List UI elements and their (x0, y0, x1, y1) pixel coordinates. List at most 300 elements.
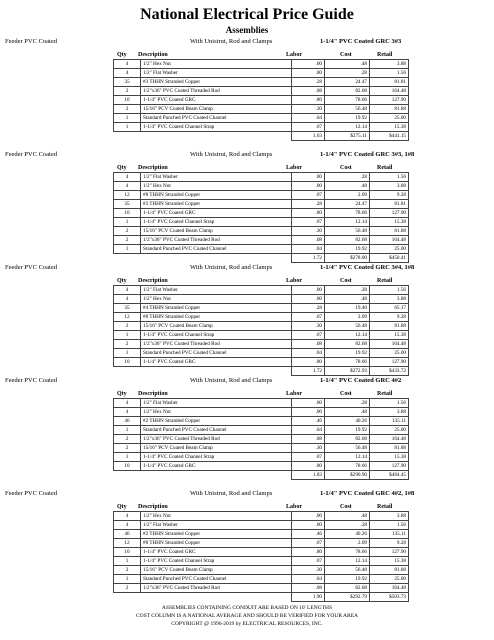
description-cell: 1-1/4" PVC Coated Channel Strap (141, 123, 292, 132)
retail-cell: 1.56 (370, 286, 409, 295)
table-row (114, 313, 409, 322)
qty-cell: 10 (114, 96, 141, 105)
assembly-sections (0, 37, 494, 602)
table-row (114, 200, 409, 209)
col-cost-header: Cost (340, 504, 352, 510)
assembly-section (0, 150, 494, 263)
assembly-method: With Unistrut, Rod and Clamps (190, 264, 273, 271)
qty-cell: 10 (114, 209, 141, 218)
cost-cell: .48 (325, 408, 370, 417)
qty-cell: 1 (114, 114, 141, 123)
table-row (114, 286, 409, 295)
retail-cell: 127.90 (370, 358, 409, 367)
table-row (114, 417, 409, 426)
cost-cell: .28 (325, 286, 370, 295)
labor-cell: .00 (292, 69, 325, 78)
table-row (114, 358, 409, 367)
description-cell: #3 THHN Stranded Copper (141, 78, 292, 87)
description-cell: 1-1/4" PVC Coated Channel Strap (141, 453, 292, 462)
labor-cell: .04 (292, 114, 325, 123)
retail-cell: 81.81 (370, 200, 409, 209)
description-cell: #4 THHN Stranded Copper (141, 304, 292, 313)
qty-cell: 2 (114, 435, 141, 444)
assembly-section (0, 37, 494, 150)
assembly-type: Feeder PVC Coated (5, 377, 57, 384)
labor-cell: .08 (292, 584, 325, 593)
labor-cell: .28 (292, 200, 325, 209)
total-labor-cell: 1.83 (292, 471, 325, 480)
labor-cell: .30 (292, 105, 325, 114)
footer-line-copyright: COPYRIGHT @ 1996-2019 by ELECTRICAL RESOURCES, INC. (171, 621, 323, 627)
total-labor-cell: 1.72 (292, 367, 325, 376)
labor-cell: .00 (292, 182, 325, 191)
table-row (114, 218, 409, 227)
assembly-header (0, 37, 494, 46)
table-row (114, 236, 409, 245)
qty-cell: 1 (114, 426, 141, 435)
total-retail-cell: $441.15 (370, 132, 409, 141)
table-row (114, 295, 409, 304)
qty-cell: 1 (114, 123, 141, 132)
table-row (114, 462, 409, 471)
cost-cell: 12.14 (325, 331, 370, 340)
description-cell: 15/16" PCV Coated Beam Clamp (141, 105, 292, 114)
qty-cell: 12 (114, 191, 141, 200)
total-labor-cell: 1.63 (292, 132, 325, 141)
col-description-header: Description (138, 52, 168, 58)
col-labor-header: Labor (286, 52, 303, 58)
col-cost-header: Cost (340, 278, 352, 284)
table-row (114, 408, 409, 417)
labor-cell: .07 (292, 218, 325, 227)
retail-cell: 9.28 (370, 539, 409, 548)
qty-cell: 2 (114, 227, 141, 236)
qty-cell: 2 (114, 105, 141, 114)
description-cell: 1-1/4" PVC Coated Channel Strap (141, 331, 292, 340)
description-cell: 1/2" Flat Washer (141, 173, 292, 182)
assembly-size: 1-1/4" PVC Coated GRC 4#2 (320, 377, 402, 384)
retail-cell: 164.48 (370, 87, 409, 96)
labor-cell: .08 (292, 236, 325, 245)
assembly-table (113, 398, 409, 480)
description-cell: 1-1/4" PVC Coated GRC (141, 96, 292, 105)
qty-cell: 2 (114, 87, 141, 96)
col-description-header: Description (138, 165, 168, 171)
qty-cell: 35 (114, 200, 141, 209)
total-row (114, 254, 409, 263)
assembly-type: Feeder PVC Coated (5, 151, 57, 158)
retail-cell: 127.90 (370, 96, 409, 105)
retail-cell: 81.88 (370, 227, 409, 236)
col-qty-header: Qty (117, 391, 127, 397)
description-cell: 1/2" Flat Washer (141, 286, 292, 295)
total-cost-cell: $292.79 (325, 593, 370, 602)
assembly-table (113, 511, 409, 602)
labor-cell: .30 (292, 566, 325, 575)
description-cell: 1/2"x36" PVC Coated Threaded Rod (141, 340, 292, 349)
labor-cell: .04 (292, 575, 325, 584)
qty-cell: 4 (114, 69, 141, 78)
assembly-header (0, 150, 494, 159)
assembly-type: Feeder PVC Coated (5, 490, 57, 497)
cost-cell: .28 (325, 521, 370, 530)
retail-cell: 15.38 (370, 123, 409, 132)
col-retail-header: Retail (377, 278, 393, 284)
cost-cell: 40.26 (325, 417, 370, 426)
cost-cell: .48 (325, 182, 370, 191)
retail-cell: 25.00 (370, 426, 409, 435)
qty-cell: 1 (114, 218, 141, 227)
labor-cell: .00 (292, 295, 325, 304)
description-cell: #8 THHN Stranded Copper (141, 313, 292, 322)
table-row (114, 245, 409, 254)
cost-cell: 78.66 (325, 96, 370, 105)
qty-cell: 46 (114, 530, 141, 539)
retail-cell: 135.11 (370, 530, 409, 539)
description-cell: 1/2"x36" PVC Coated Threaded Rod (141, 236, 292, 245)
col-cost-header: Cost (340, 165, 352, 171)
assembly-size: 1-1/4" PVC Coated GRC 4#2, 1#8 (320, 490, 415, 497)
total-row (114, 471, 409, 480)
cost-cell: 12.14 (325, 123, 370, 132)
table-row (114, 435, 409, 444)
description-cell: 1/2" Flat Washer (141, 69, 292, 78)
description-cell: 1-1/4" PVC Coated GRC (141, 462, 292, 471)
description-cell: 1/2" Flat Washer (141, 521, 292, 530)
qty-cell: 1 (114, 575, 141, 584)
cost-cell: 19.92 (325, 575, 370, 584)
retail-cell: 3.88 (370, 295, 409, 304)
labor-cell: .04 (292, 426, 325, 435)
cost-cell: 78.66 (325, 462, 370, 471)
table-row (114, 191, 409, 200)
cost-cell: 78.66 (325, 358, 370, 367)
table-row (114, 539, 409, 548)
cost-cell: 19.92 (325, 349, 370, 358)
table-row (114, 304, 409, 313)
retail-cell: 15.38 (370, 331, 409, 340)
labor-cell: .00 (292, 60, 325, 69)
qty-cell: 12 (114, 313, 141, 322)
cost-cell: 19.92 (325, 426, 370, 435)
retail-cell: 65.17 (370, 304, 409, 313)
description-cell: 1-1/4" PVC Coated GRC (141, 548, 292, 557)
table-row (114, 87, 409, 96)
retail-cell: 164.48 (370, 435, 409, 444)
table-row (114, 60, 409, 69)
col-description-header: Description (138, 391, 168, 397)
description-cell: #2 THHN Stranded Copper (141, 417, 292, 426)
col-retail-header: Retail (377, 52, 393, 58)
description-cell: 15/16" PCV Coated Beam Clamp (141, 566, 292, 575)
qty-cell: 10 (114, 462, 141, 471)
retail-cell: 127.90 (370, 548, 409, 557)
qty-cell: 12 (114, 539, 141, 548)
labor-cell: .07 (292, 313, 325, 322)
cost-cell: 24.47 (325, 200, 370, 209)
labor-cell: .80 (292, 358, 325, 367)
col-retail-header: Retail (377, 165, 393, 171)
retail-cell: 81.81 (370, 78, 409, 87)
retail-cell: 9.28 (370, 313, 409, 322)
retail-cell: 81.88 (370, 322, 409, 331)
table-row (114, 548, 409, 557)
cost-cell: 12.14 (325, 453, 370, 462)
retail-cell: 81.88 (370, 566, 409, 575)
qty-cell: 1 (114, 245, 141, 254)
table-row (114, 96, 409, 105)
total-spacer (141, 254, 292, 263)
cost-cell: 82.68 (325, 87, 370, 96)
retail-cell: 81.88 (370, 444, 409, 453)
description-cell: 15/16" PCV Coated Beam Clamp (141, 322, 292, 331)
total-row (114, 593, 409, 602)
table-row (114, 444, 409, 453)
total-spacer (114, 471, 141, 480)
table-row (114, 105, 409, 114)
col-description-header: Description (138, 278, 168, 284)
table-row (114, 123, 409, 132)
col-retail-header: Retail (377, 504, 393, 510)
table-row (114, 521, 409, 530)
qty-cell: 4 (114, 408, 141, 417)
retail-cell: 3.88 (370, 512, 409, 521)
cost-cell: 56.48 (325, 566, 370, 575)
total-spacer (141, 593, 292, 602)
col-qty-header: Qty (117, 278, 127, 284)
qty-cell: 4 (114, 521, 141, 530)
cost-cell: 56.48 (325, 444, 370, 453)
col-labor-header: Labor (286, 391, 303, 397)
qty-cell: 2 (114, 340, 141, 349)
assembly-type: Feeder PVC Coated (5, 264, 57, 271)
cost-cell: .48 (325, 60, 370, 69)
total-retail-cell: $503.73 (370, 593, 409, 602)
table-row (114, 399, 409, 408)
qty-cell: 10 (114, 548, 141, 557)
cost-cell: 82.68 (325, 584, 370, 593)
footer-notes (0, 604, 494, 628)
table-row (114, 340, 409, 349)
qty-cell: 4 (114, 295, 141, 304)
table-row (114, 322, 409, 331)
total-row (114, 367, 409, 376)
cost-cell: 78.66 (325, 548, 370, 557)
labor-cell: .07 (292, 123, 325, 132)
total-cost-cell: $275.11 (325, 132, 370, 141)
total-spacer (114, 593, 141, 602)
description-cell: 1-1/4" PVC Coated GRC (141, 358, 292, 367)
table-row (114, 426, 409, 435)
labor-cell: .00 (292, 399, 325, 408)
cost-cell: 12.14 (325, 557, 370, 566)
table-row (114, 331, 409, 340)
total-cost-cell: $290.90 (325, 471, 370, 480)
description-cell: #3 THHN Stranded Copper (141, 200, 292, 209)
retail-cell: 1.56 (370, 69, 409, 78)
retail-cell: 15.38 (370, 453, 409, 462)
retail-cell: 164.48 (370, 340, 409, 349)
retail-cell: 9.28 (370, 191, 409, 200)
labor-cell: .07 (292, 539, 325, 548)
table-row (114, 512, 409, 521)
footer-line-conduit: ASSEMBLIES CONTAINING CONDUIT ARE BASED ON 10' LENGTHS (161, 605, 333, 611)
labor-cell: .04 (292, 349, 325, 358)
table-row (114, 209, 409, 218)
cost-cell: 56.48 (325, 227, 370, 236)
page-subtitle: Assemblies (225, 25, 269, 35)
labor-cell: .07 (292, 453, 325, 462)
cost-cell: 56.48 (325, 105, 370, 114)
col-labor-header: Labor (286, 278, 303, 284)
retail-cell: 127.90 (370, 209, 409, 218)
total-spacer (114, 254, 141, 263)
total-spacer (141, 132, 292, 141)
qty-cell: 2 (114, 566, 141, 575)
qty-cell: 2 (114, 236, 141, 245)
qty-cell: 4 (114, 286, 141, 295)
labor-cell: .00 (292, 521, 325, 530)
retail-cell: 1.56 (370, 173, 409, 182)
assembly-table (113, 59, 409, 141)
retail-cell: 15.38 (370, 218, 409, 227)
col-labor-header: Labor (286, 165, 303, 171)
cost-cell: 19.92 (325, 245, 370, 254)
description-cell: Standard Punched PVC Coated Channel (141, 114, 292, 123)
table-row (114, 227, 409, 236)
assembly-size: 1-1/4" PVC Coated GRC 3#3, 1#8 (320, 151, 415, 158)
col-qty-header: Qty (117, 52, 127, 58)
col-description-header: Description (138, 504, 168, 510)
qty-cell: 2 (114, 444, 141, 453)
cost-cell: 82.68 (325, 435, 370, 444)
assembly-method: With Unistrut, Rod and Clamps (190, 490, 273, 497)
table-row (114, 566, 409, 575)
cost-cell: 2.09 (325, 313, 370, 322)
labor-cell: .30 (292, 322, 325, 331)
labor-cell: .00 (292, 512, 325, 521)
table-row (114, 173, 409, 182)
labor-cell: .28 (292, 78, 325, 87)
assembly-header (0, 263, 494, 272)
labor-cell: .08 (292, 340, 325, 349)
total-retail-cell: $450.41 (370, 254, 409, 263)
assembly-method: With Unistrut, Rod and Clamps (190, 377, 273, 384)
table-row (114, 530, 409, 539)
assembly-header (0, 489, 494, 498)
assembly-header (0, 376, 494, 385)
labor-cell: .08 (292, 87, 325, 96)
cost-cell: 2.09 (325, 539, 370, 548)
qty-cell: 10 (114, 358, 141, 367)
qty-cell: 1 (114, 349, 141, 358)
qty-cell: 2 (114, 322, 141, 331)
description-cell: 1/2" Hex Nut (141, 408, 292, 417)
page-title: National Electrical Price Guide (140, 6, 354, 23)
col-qty-header: Qty (117, 504, 127, 510)
qty-cell: 1 (114, 331, 141, 340)
table-row (114, 557, 409, 566)
labor-cell: .07 (292, 191, 325, 200)
total-row (114, 132, 409, 141)
table-row (114, 182, 409, 191)
assembly-table (113, 285, 409, 376)
qty-cell: 2 (114, 584, 141, 593)
description-cell: 1/2"x36" PVC Coated Threaded Rod (141, 584, 292, 593)
total-retail-cell: $484.45 (370, 471, 409, 480)
labor-cell: .80 (292, 209, 325, 218)
description-cell: 1/2" Hex Nut (141, 182, 292, 191)
retail-cell: 3.88 (370, 408, 409, 417)
description-cell: Standard Punched PVC Coated Channel (141, 245, 292, 254)
qty-cell: 35 (114, 304, 141, 313)
total-cost-cell: $278.00 (325, 254, 370, 263)
labor-cell: .00 (292, 408, 325, 417)
description-cell: 1-1/4" PVC Coated Channel Strap (141, 218, 292, 227)
retail-cell: 25.00 (370, 575, 409, 584)
labor-cell: .30 (292, 444, 325, 453)
qty-cell: 4 (114, 60, 141, 69)
description-cell: #2 THHN Stranded Copper (141, 530, 292, 539)
description-cell: Standard Punched PVC Coated Channel (141, 575, 292, 584)
description-cell: Standard Punched PVC Coated Channel (141, 426, 292, 435)
qty-cell: 1 (114, 453, 141, 462)
table-row (114, 584, 409, 593)
qty-cell: 4 (114, 399, 141, 408)
qty-cell: 1 (114, 557, 141, 566)
qty-cell: 4 (114, 173, 141, 182)
assembly-table (113, 172, 409, 263)
cost-cell: 82.68 (325, 236, 370, 245)
assembly-method: With Unistrut, Rod and Clamps (190, 151, 273, 158)
cost-cell: .48 (325, 295, 370, 304)
assembly-size: 1-1/4" PVC Coated GRC 3#4, 1#8 (320, 264, 415, 271)
assembly-type: Feeder PVC Coated (5, 38, 57, 45)
assembly-method: With Unistrut, Rod and Clamps (190, 38, 273, 45)
retail-cell: 1.56 (370, 399, 409, 408)
table-row (114, 69, 409, 78)
col-qty-header: Qty (117, 165, 127, 171)
cost-cell: 82.68 (325, 340, 370, 349)
retail-cell: 25.00 (370, 114, 409, 123)
cost-cell: .28 (325, 173, 370, 182)
table-row (114, 78, 409, 87)
total-retail-cell: $433.72 (370, 367, 409, 376)
labor-cell: .07 (292, 557, 325, 566)
labor-cell: .08 (292, 435, 325, 444)
retail-cell: 25.00 (370, 349, 409, 358)
cost-cell: 2.09 (325, 191, 370, 200)
assembly-section (0, 263, 494, 376)
col-cost-header: Cost (340, 391, 352, 397)
cost-cell: 78.66 (325, 209, 370, 218)
retail-cell: 164.48 (370, 236, 409, 245)
labor-cell: .00 (292, 286, 325, 295)
total-spacer (114, 367, 141, 376)
retail-cell: 1.56 (370, 521, 409, 530)
retail-cell: 135.11 (370, 417, 409, 426)
description-cell: 1/2"x36" PVC Coated Threaded Rod (141, 87, 292, 96)
cost-cell: 24.47 (325, 78, 370, 87)
retail-cell: 15.38 (370, 557, 409, 566)
labor-cell: .28 (292, 304, 325, 313)
description-cell: #8 THHN Stranded Copper (141, 191, 292, 200)
cost-cell: 12.14 (325, 218, 370, 227)
cost-cell: 19.40 (325, 304, 370, 313)
description-cell: 1/2" Hex Nut (141, 512, 292, 521)
labor-cell: .46 (292, 530, 325, 539)
qty-cell: 4 (114, 512, 141, 521)
